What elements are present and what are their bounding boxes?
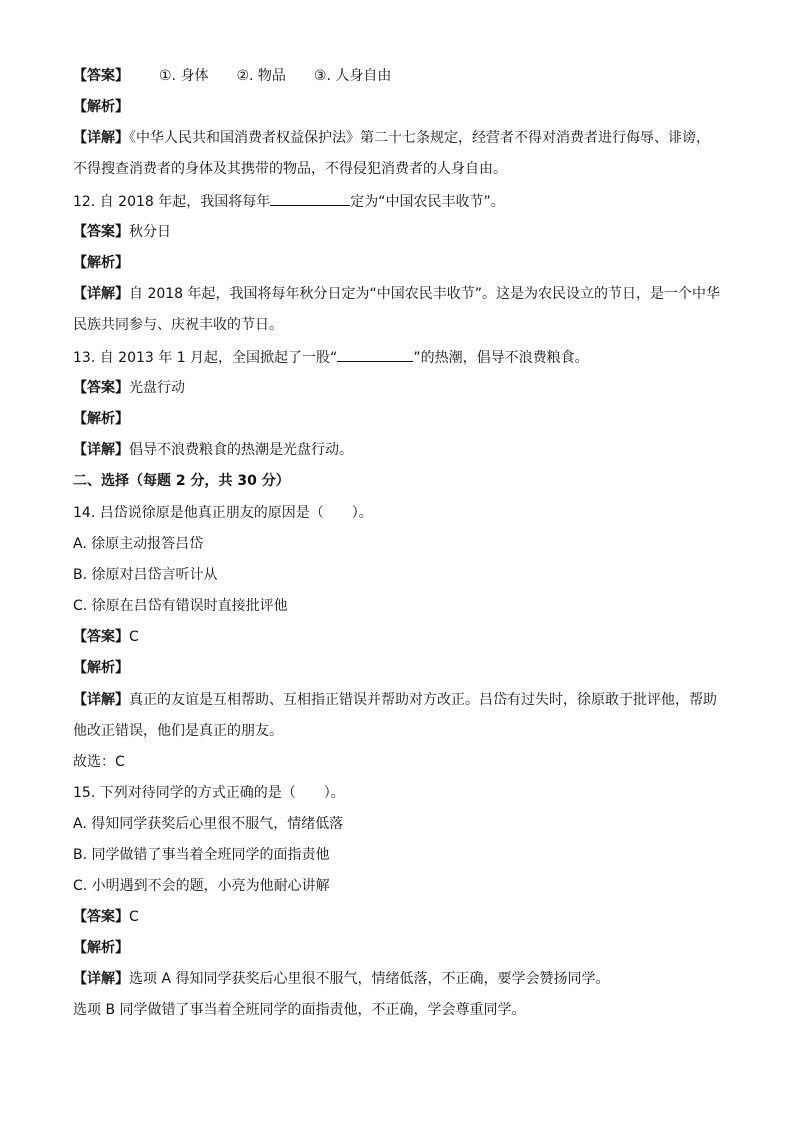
q15-detail-line-2: 选项 B 同学做错了事当着全班同学的面指责他，不正确，学会尊重同学。 [73, 1002, 526, 1018]
q13-blank [337, 347, 413, 362]
q12-answer: 秋分日 [129, 224, 171, 240]
answer-tag: 【答案】 [73, 68, 129, 84]
q11-detail-text-1: 《中华人民共和国消费者权益保护法》第二十七条规定，经营者不得对消费者进行侮辱、诽谤， [129, 130, 710, 146]
q13-answer: 光盘行动 [129, 380, 185, 396]
q15-answer-row [73, 907, 139, 927]
detail-tag: 【详解】 [73, 971, 129, 987]
q13-stem-after: ”的热潮，倡导不浪费粮食。 [413, 350, 589, 366]
q12-analysis-tag: 【解析】 [73, 255, 129, 271]
q11-detail-line-1 [73, 128, 710, 148]
answer-tag: 【答案】 [73, 224, 129, 240]
q14-conclusion: 故选：C [73, 754, 125, 770]
q12-stem [73, 191, 505, 212]
q11-detail-line-2: 不得搜查消费者的身体及其携带的物品，不得侵犯消费者的人身自由。 [73, 161, 507, 177]
q15-option-c: C. 小明遇到不会的题，小亮为他耐心讲解 [73, 878, 330, 894]
q13-detail-row [73, 440, 353, 460]
q11-answer-item-1: ①. 身体 [159, 68, 209, 84]
q11-analysis-tag: 【解析】 [73, 99, 129, 115]
q14-analysis-tag: 【解析】 [73, 660, 129, 676]
answer-tag: 【答案】 [73, 380, 129, 396]
q11-answer-row [73, 66, 391, 86]
q11-answer-item-3: ③. 人身自由 [313, 68, 392, 84]
section-2-heading: 二、选择（每题 2 分，共 30 分） [73, 473, 290, 489]
q13-detail-text: 倡导不浪费粮食的热潮是光盘行动。 [129, 442, 353, 458]
q15-stem: 15. 下列对待同学的方式正确的是（ ）。 [73, 785, 345, 801]
q12-answer-row [73, 222, 171, 242]
q15-answer: C [129, 909, 139, 925]
q15-detail-line-1 [73, 969, 609, 989]
q14-detail-line-1 [73, 690, 717, 710]
q14-option-b: B. 徐原对吕岱言听计从 [73, 567, 218, 583]
q14-answer-row [73, 627, 139, 647]
q12-detail-line-1 [73, 284, 720, 304]
answer-tag: 【答案】 [73, 909, 129, 925]
answer-tag: 【答案】 [73, 629, 129, 645]
q12-blank [270, 191, 350, 206]
detail-tag: 【详解】 [73, 442, 129, 458]
detail-tag: 【详解】 [73, 130, 129, 146]
q14-option-c: C. 徐原在吕岱有错误时直接批评他 [73, 598, 288, 614]
q11-answer-item-2: ②. 物品 [236, 68, 286, 84]
q13-stem-before: 13. 自 2013 年 1 月起，全国掀起了一股“ [73, 350, 338, 366]
q14-option-a: A. 徐原主动报答吕岱 [73, 536, 204, 552]
q13-analysis-tag: 【解析】 [73, 411, 129, 427]
q12-stem-after: 定为“中国农民丰收节”。 [350, 194, 505, 210]
q12-stem-before: 12. 自 2018 年起，我国将每年 [73, 194, 271, 210]
q13-stem [73, 347, 589, 368]
q14-detail-line-2: 他改正错误，他们是真正的朋友。 [73, 723, 283, 739]
q14-stem: 14. 吕岱说徐原是他真正朋友的原因是（ ）。 [73, 505, 373, 521]
q12-detail-line-2: 民族共同参与、庆祝丰收的节日。 [73, 317, 283, 333]
q15-option-a: A. 得知同学获奖后心里很不服气，情绪低落 [73, 816, 344, 832]
q12-detail-text-1: 自 2018 年起，我国将每年秋分日定为“中国农民丰收节”。这是为农民设立的节日，是一个中华 [129, 286, 721, 302]
q14-answer: C [129, 629, 139, 645]
q14-detail-text-1: 真正的友谊是互相帮助、互相指正错误并帮助对方改正。吕岱有过失时，徐原敢于批评他，帮助 [129, 692, 717, 708]
q13-answer-row [73, 378, 185, 398]
q15-detail-text-1: 选项 A 得知同学获奖后心里很不服气，情绪低落，不正确，要学会赞扬同学。 [129, 971, 610, 987]
detail-tag: 【详解】 [73, 286, 129, 302]
detail-tag: 【详解】 [73, 692, 129, 708]
q15-option-b: B. 同学做错了事当着全班同学的面指责他 [73, 847, 330, 863]
q15-analysis-tag: 【解析】 [73, 940, 129, 956]
